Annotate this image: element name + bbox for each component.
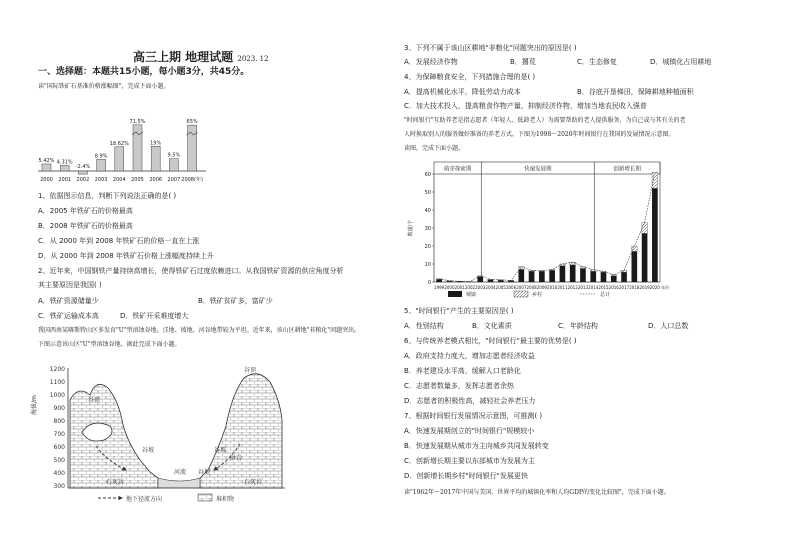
q4-option-a[interactable]: A．提高机械化水平，降低劳动力成本: [404, 88, 521, 96]
iron-bar: [133, 125, 142, 171]
bank-x-tick: 2020: [649, 285, 660, 290]
label-slope-right: 谷坡: [214, 447, 227, 454]
legend-urban-swatch: [448, 291, 462, 297]
intro-valley-line1: 我国西南某喀斯特山区多发育"U"型溶蚀谷地。洼地、坡地、河谷地带较为平坦。近年来，该山区耕地"非粮化"问题突出。: [38, 327, 361, 334]
iron-value-label: 18.62%: [109, 140, 129, 147]
bank-bar-urban: [631, 251, 637, 282]
bank-total-line: [439, 172, 655, 281]
label-slope-left: 谷坡: [142, 447, 155, 454]
bank-x-tick: 1999: [434, 285, 445, 290]
bank-x-tick: 2013: [577, 285, 589, 290]
q5-stem: 5、"时间银行"产生的主要原因是( ): [404, 307, 514, 315]
iron-value-label: -2.4%: [75, 164, 91, 170]
q6-option-c[interactable]: C．志愿者数量多，发挥志愿者余热: [404, 382, 514, 390]
iron-value-label: 19%: [150, 140, 162, 147]
valley-ytick: 1100: [49, 379, 65, 386]
phase-label: 快速发展期: [523, 166, 552, 173]
intro-valley-line2: 下图示意该山区"U"型溶蚀谷地。据此完成下面小题。: [38, 341, 181, 348]
legend-deposit-swatch: [198, 494, 212, 501]
q1-stem: 1、依据图示信息，判断下列说法正确的是( ): [38, 192, 177, 200]
bank-bar-urban: [611, 276, 617, 282]
valley-ytick: 900: [53, 405, 65, 412]
bank-bar-rural: [590, 270, 596, 271]
q1-option-b[interactable]: B．2008 年铁矿石的价格最高: [38, 222, 133, 230]
q2-option-c[interactable]: C．铁矿运输成本高: [38, 312, 99, 320]
iron-bar: [42, 164, 51, 171]
q7-option-a[interactable]: A．快速发展期创立的"时间银行"规模较小: [404, 427, 535, 435]
bank-bar-rural: [518, 267, 524, 270]
bank-bar-urban: [580, 269, 586, 283]
intro-gdp: 读"1962年～2017年中国与美国、世界平均的城镇化率和人均GDP的变化比较图"，完成下面小题。: [404, 489, 670, 496]
q2-option-d[interactable]: D．铁矿开采难度增大: [120, 312, 189, 320]
bank-bar-urban: [436, 279, 442, 282]
intro-ironore: 读"国际铁矿石基准价格涨幅图"，完成下面小题。: [38, 83, 170, 90]
karst-valley-figure: [30, 360, 385, 510]
bank-bar-rural: [611, 275, 617, 276]
q2-option-a[interactable]: A．铁矿资源储量少: [38, 297, 99, 305]
iron-value-label: 5.42%: [38, 157, 55, 164]
phase-label: 创新增长期: [613, 166, 641, 173]
label-peak: 谷顶: [244, 367, 257, 374]
q6-option-a[interactable]: A．政府支持力度大，增加志愿者经济收益: [404, 352, 535, 360]
valley-ytick: 800: [53, 418, 65, 425]
bank-bar-urban: [488, 280, 494, 282]
bank-bar-urban: [621, 272, 627, 282]
iron-value-label: 9.5%: [167, 152, 181, 159]
valley-ytick: 1200: [49, 366, 65, 373]
q4-option-b[interactable]: B．谷底开垦梯田，保障耕地种植面积: [577, 88, 694, 96]
q1-option-a[interactable]: A．2005 年铁矿石的价格最高: [38, 207, 133, 215]
q6-option-b[interactable]: B．养老建设水平高，缓解人口老龄化: [404, 367, 521, 375]
legend-rural-swatch: [514, 291, 528, 297]
iron-value-label: 71.5%: [129, 118, 146, 125]
label-limestone-left: 石灰岩: [106, 479, 125, 486]
bank-x-tick: 2006: [505, 285, 517, 290]
bank-ylabel: 数量/个: [408, 219, 414, 237]
legend-total: 总计: [600, 292, 611, 298]
bank-ytick-label: 0: [427, 280, 431, 286]
iron-x-tick: 2002: [76, 177, 90, 183]
valley-ytick: 700: [53, 431, 65, 438]
bank-ytick-label: 40: [424, 208, 431, 214]
label-limestone-right: 石灰岩: [244, 479, 263, 486]
bank-ytick-label: 50: [424, 190, 431, 196]
bank-bar-urban: [529, 271, 535, 282]
bank-bar-urban: [652, 188, 658, 282]
label-valley-top: 谷顶: [88, 397, 101, 404]
bank-bar-urban: [508, 281, 514, 282]
bank-bar-rural: [631, 246, 637, 251]
q4-stem: 4、为保障粮食安全，下列措施合理的是( ): [404, 73, 536, 81]
q6-stem: 6、与传统养老模式相比，"时间银行"最主要的优势是( ): [404, 337, 577, 345]
bank-x-tick: 2011: [557, 285, 568, 290]
bank-bar-urban: [601, 272, 607, 282]
bank-x-tick: 2012: [567, 285, 578, 290]
iron-bar: [60, 165, 69, 171]
q2-option-b[interactable]: B．铁矿贫矿多，富矿少: [198, 297, 273, 305]
bank-bar-urban: [560, 266, 566, 282]
label-sandstone: 砂岩: [230, 455, 243, 462]
bank-bar-rural: [570, 262, 576, 265]
phase-label: 萌芽探索期: [443, 166, 472, 173]
bank-bar-rural: [529, 270, 535, 271]
legend-flow: 地下径流方向: [126, 496, 163, 503]
valley-ytick: 500: [53, 457, 65, 464]
bank-x-tick: 2002: [464, 285, 476, 290]
iron-x-tick: 2007: [167, 177, 181, 183]
iron-value-label: 4.31%: [56, 159, 73, 166]
bank-ytick-label: 20: [424, 244, 431, 250]
bank-x-tick: 2007: [516, 285, 527, 290]
bank-ytick-label: 10: [424, 262, 431, 268]
valley-ytick: 1000: [49, 392, 65, 399]
bank-x-tick: 2000: [444, 285, 455, 290]
bank-bar-rural: [488, 279, 494, 280]
q6-option-d[interactable]: D．志愿者的积极性高，减轻社会养老压力: [404, 397, 536, 405]
valley-ytick: 300: [53, 483, 65, 490]
bank-bar-urban: [518, 269, 524, 282]
q5-option-a[interactable]: A．性别结构: [404, 322, 444, 330]
bank-x-tick: 2010: [547, 285, 558, 290]
valley-ytick: 600: [53, 444, 65, 451]
iron-bar: [151, 146, 160, 171]
q1-option-c[interactable]: C．从 2000 年到 2008 年铁矿石的价格一直在上涨: [38, 237, 200, 245]
bank-bar-urban: [549, 270, 555, 282]
q3-option-a[interactable]: A．发展经济作物: [404, 58, 458, 66]
iron-bar: [97, 159, 106, 171]
bank-x-tick: 2016: [608, 285, 619, 290]
q3-option-d[interactable]: D．城镇化占用耕地: [650, 58, 712, 66]
valley-yaxis-label: 海拔/m: [31, 395, 38, 415]
q3-option-c[interactable]: C．生态修复: [577, 58, 617, 66]
bank-x-tick: 2018: [629, 285, 640, 290]
iron-bar: [169, 159, 178, 171]
q4-option-c[interactable]: C．加大技术投入，提高粮食作物产量，抑制经济作物，增加当地农民收入强普: [404, 102, 647, 110]
bank-bar-rural: [642, 223, 648, 234]
bank-x-suffix: 年份: [661, 285, 669, 290]
iron-x-tick: 2004: [112, 177, 126, 183]
q3-stem: 3、下列不属于该山区耕地"非粮化"问题突出的原因是( ): [404, 44, 577, 52]
bank-bar-rural: [580, 267, 586, 269]
bank-bar-rural: [652, 172, 658, 188]
section-heading: 一、选择题：本题共15小题，每小题3分，共45分。: [38, 67, 250, 77]
bank-x-tick: 2004: [485, 285, 496, 290]
q5-option-d[interactable]: D．人口总数: [648, 322, 689, 330]
iron-value-label: 65%: [186, 119, 198, 126]
q2-stem-line1: 2、近年来，中国钢铁产量持续高增长，使得铁矿石过度依赖进口。从我国铁矿资源的供应角度分析: [38, 267, 344, 275]
iron-x-tick: 2008(年): [181, 177, 203, 183]
intro-timebank-line3: 读图，完成下面小题。: [404, 145, 465, 152]
q1-option-d[interactable]: D．从 2000 年到 2008 年铁矿石价格上涨幅度持续上升: [38, 252, 214, 260]
iron-bar: [115, 147, 124, 171]
q2-stem-line2: 其主要原因是我国( ): [38, 281, 102, 289]
legend-urban: 城镇: [466, 292, 477, 298]
bank-bar-urban: [498, 280, 504, 282]
iron-bar: [188, 125, 197, 171]
legend-deposit: 堆积物: [216, 496, 235, 503]
iron-x-tick: 2003: [94, 177, 108, 183]
bank-bar-urban: [590, 271, 596, 282]
bank-x-tick: 2017: [618, 285, 630, 290]
bank-bar-urban: [477, 277, 483, 282]
q7-option-d[interactable]: D．创新增长期乡村"时间银行"发展更快: [404, 472, 528, 480]
bank-bar-urban: [570, 265, 576, 282]
label-valley-floor: 谷地: [198, 469, 211, 476]
q5-option-b[interactable]: B．文化素质: [472, 322, 512, 330]
bank-x-tick: 2003: [475, 285, 486, 290]
q7-option-b[interactable]: B．快速发展期从城市为主向城乡共同发展转变: [404, 442, 549, 450]
bank-x-tick: 2014: [588, 285, 599, 290]
page-title: 高三上期 地理试题 2023. 12: [133, 50, 269, 64]
bank-x-tick: 2015: [598, 285, 609, 290]
bank-x-tick: 2019: [639, 285, 650, 290]
valley-ytick: 400: [53, 470, 65, 477]
label-river: 河流: [174, 469, 187, 476]
q5-option-c[interactable]: C．年龄结构: [558, 322, 598, 330]
ironore-price-chart: [38, 95, 208, 185]
bank-bar-urban: [642, 233, 648, 282]
timebank-chart: [404, 158, 669, 304]
q7-stem: 7、根据时间银行发展情况示意图，可推测( ): [404, 412, 543, 420]
bank-x-tick: 2001: [454, 285, 465, 290]
bank-bar-urban: [539, 271, 545, 282]
intro-timebank-line1: "时间银行"互助养老是指志愿者（年轻人、低龄老人）为需要帮助的老人提供服务，为自己或与其有关的老: [404, 117, 686, 124]
iron-bar: [78, 171, 87, 174]
bank-ytick-label: 30: [424, 226, 431, 232]
q7-option-c[interactable]: C．创新增长期主要以东部城市为发展为主: [404, 457, 535, 465]
bank-x-tick: 2008: [526, 285, 537, 290]
iron-x-tick: 2005: [131, 177, 144, 183]
intro-timebank-line2: 人时换取别人的服务做好准备的养老方式。下图为1998～2020年时间银行在我国的发展情况示意图。: [404, 131, 675, 138]
legend-rural: 乡村: [532, 292, 543, 298]
bank-x-tick: 2005: [495, 285, 506, 290]
bank-x-tick: 2009: [536, 285, 547, 290]
iron-x-tick: 2006: [149, 177, 163, 183]
bank-ytick-label: 60: [424, 172, 431, 178]
q3-option-b[interactable]: B．撂荒: [510, 58, 536, 66]
iron-value-label: 8.9%: [94, 153, 108, 160]
iron-x-tick: 2001: [58, 177, 72, 183]
iron-x-tick: 2000: [40, 177, 53, 183]
